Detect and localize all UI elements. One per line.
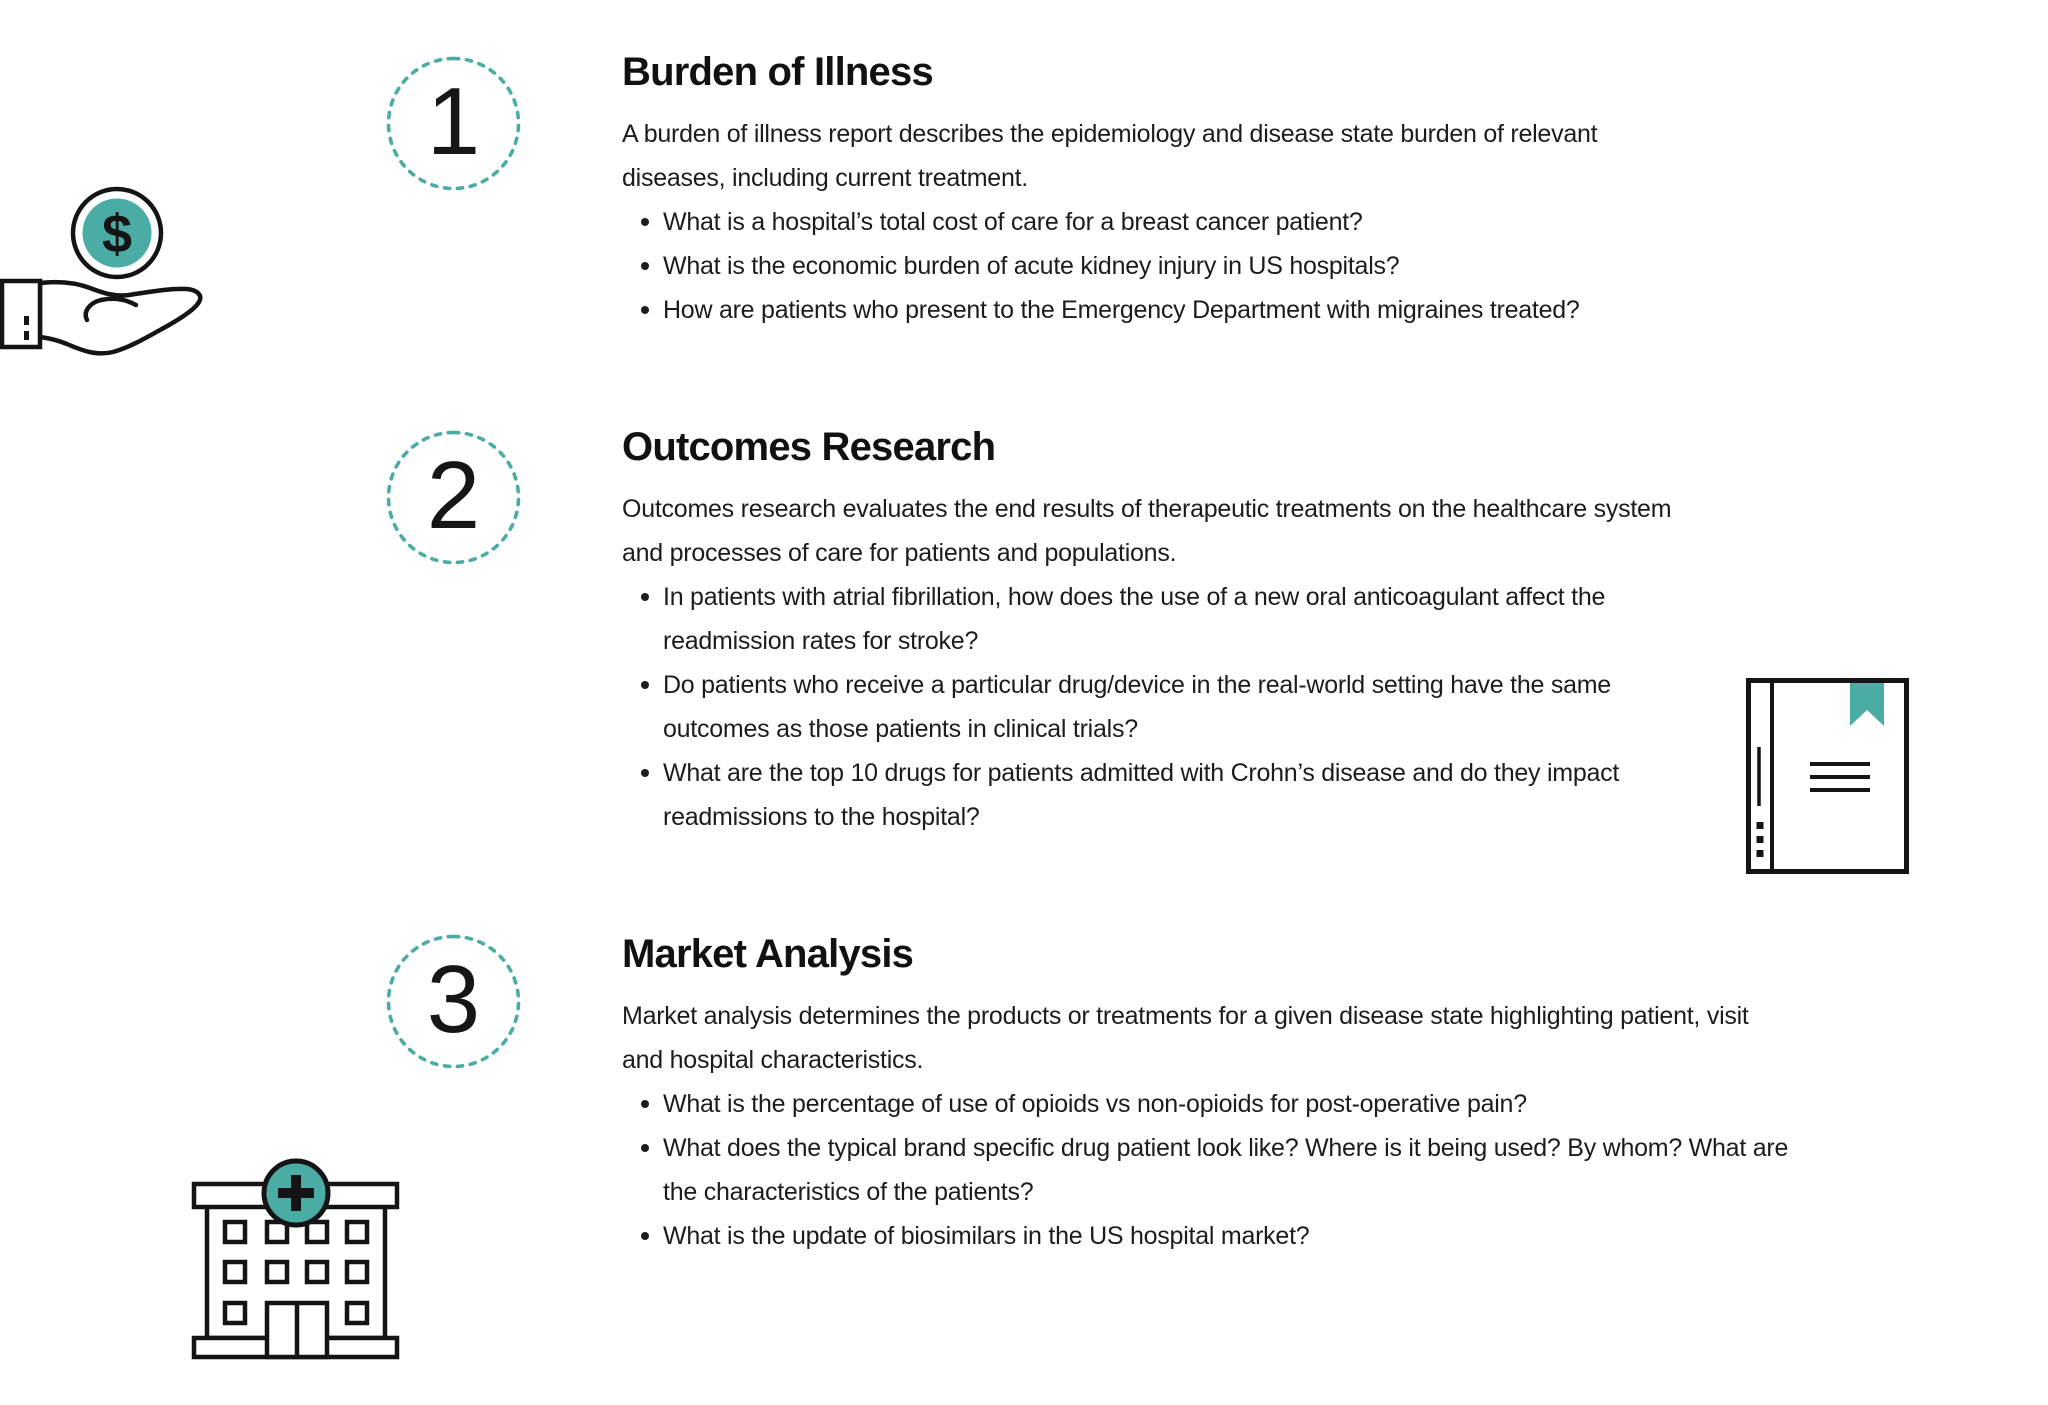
step-number: 2 [426,441,481,549]
step-2-number-circle [385,429,522,566]
dashed-ring-icon [385,55,522,192]
bullet-item: How are patients who present to the Emergency Department with migraines treated? [622,288,1652,332]
bullet-item: What is a hospital’s total cost of care for a breast cancer patient? [622,200,1652,244]
section-description: Outcomes research evaluates the end results of therapeutic treatments on the healthcare system and processes of care for patients and populations. [622,495,1672,567]
bullet-item: Do patients who receive a particular drug/device in the real-world setting have the same outcomes as those patients in clinical trials? [622,663,1693,751]
hospital-building-icon [190,1155,401,1362]
step-3-number-circle [385,933,522,1070]
section-description: Market analysis determines the products or treatments for a given disease state highlighting patient, visit and hospital characteristics. [622,1002,1749,1074]
dollar-sign: $ [101,204,133,264]
section-bullet-list [622,575,1707,839]
bullet-item: In patients with atrial fibrillation, how does the use of a new oral anticoagulant affect the readmission rates for stroke? [622,575,1693,663]
bullet-item: What is the update of biosimilars in the US hospital market? [622,1214,1813,1258]
book-with-bookmark-icon [1746,678,1909,874]
section-title: Market Analysis [622,932,914,976]
section-title: Outcomes Research [622,425,996,469]
section-title: Burden of Illness [622,50,933,94]
bullet-item: What does the typical brand specific drug patient look like? Where is it being used? By whom? What are the characteristics of the patients? [622,1126,1813,1214]
dashed-ring-icon [385,933,522,1070]
section-bullet-list [622,1082,1813,1258]
bullet-item: What is the percentage of use of opioids vs non-opioids for post-operative pain? [622,1082,1813,1126]
hand-holding-dollar-coin-icon [0,185,230,375]
section-bullet-list [622,200,1652,332]
step-number: 3 [426,945,481,1053]
step-1-number-circle [385,55,522,192]
bullet-item: What are the top 10 drugs for patients admitted with Crohn’s disease and do they impact readmissions to the hospital? [622,751,1693,839]
step-number: 1 [426,67,481,175]
dashed-ring-icon [385,429,522,566]
section-description: A burden of illness report describes the epidemiology and disease state burden of relevant diseases, including current treatment. [622,120,1598,192]
bullet-item: What is the economic burden of acute kidney injury in US hospitals? [622,244,1652,288]
